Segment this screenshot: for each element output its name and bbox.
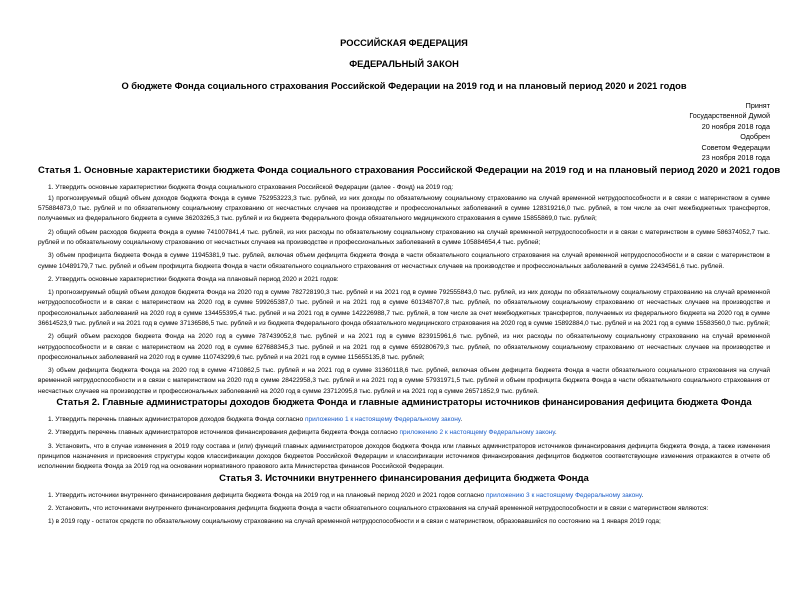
paragraph: 2) общий объем расходов бюджета Фонда в сумме 741007841,4 тыс. рублей, из них расходы по обязательному социальному страхованию на случай временной нетрудоспособности и в связи с материнством в сумме 586374052,7 тыс. рублей и по обязательному социальному страхованию от несчастных случаев на производстве и профессиональных заболеваний в сумме 105884654,4 тыс. рублей; <box>38 228 770 246</box>
paragraph-text: 1. Утвердить источники внутреннего финансирования дефицита бюджета Фонда на 2019 год и на плановый период 2020 и 2021 годов согласно <box>48 491 486 499</box>
acceptance-line: Советом Федерации <box>701 142 770 152</box>
appendix-2-link[interactable]: приложению 2 к настоящему Федеральному закону <box>399 429 555 437</box>
law-type-heading: ФЕДЕРАЛЬНЫЙ ЗАКОН <box>349 59 459 69</box>
acceptance-line: 20 ноября 2018 года <box>701 121 770 131</box>
paragraph: 1) в 2019 году - остаток средств по обязательному социальному страхованию на случай временной нетрудоспособности и в связи с материнством, образовавшийся по состоянию на 1 января 2019 года; <box>48 518 661 526</box>
article-2-title: Статья 2. Главные администраторы доходов бюджета Фонда и главные администраторы источников финансирования дефицита бюджета Фонда <box>56 397 752 409</box>
paragraph-end: . <box>554 429 557 437</box>
appendix-1-link[interactable]: приложению 1 к настоящему Федеральному закону <box>304 416 461 424</box>
paragraph: 3) объем дефицита бюджета Фонда на 2020 год в сумме 4710862,5 тыс. рублей и на 2021 год в сумме 31360118,6 тыс. рублей, включая объем дефицита бюджета Фонда в части обязательного социального страхования на случай временной нетрудоспособности и в связи с материнством на 2020 год в сумме 28422958,3 тыс. рублей и на 2021 год в сумме 57931971,5 тыс. рублей и объем профицита бюджета Фонда в части обязательного социального страхования от несчастных случаев на производстве и профессиональных заболеваний на 2020 год в сумме 23712095,8 тыс. рублей и на 2021 год в сумме 26571852,9 тыс. рублей. <box>38 367 770 395</box>
paragraph: 3. Установить, что в случае изменения в 2019 году состава и (или) функций главных администраторов доходов бюджета Фонда или главных администраторов источников финансирования дефицита бюджета Фонда, а также изменения принципов назначения и присвоения структуры кодов классификации доходов бюджетов Российской Федерации и классификации источников финансирования дефицитов бюджетов соответствующие изменения отражаются в отчете об исполнении бюджета Фонда за 2019 год на основании нормативного правового акта Министерства финансов Российской Федерации. <box>38 442 770 471</box>
article-1-title: Статья 1. Основные характеристики бюджета Фонда социального страхования Российской Федерации на 2019 год и на плановый период 2020 и 2021 годов <box>38 165 781 177</box>
acceptance-line: Принят <box>745 101 770 110</box>
paragraph-text: 1. Утвердить перечень главных администраторов доходов бюджета Фонда согласно <box>48 416 305 424</box>
paragraph: 1. Утвердить основные характеристики бюджета Фонда социального страхования Российской Федерации (далее - Фонд) на 2019 год: <box>48 184 454 192</box>
paragraph: 2) общий объем расходов бюджета Фонда на 2020 год в сумме 787439052,8 тыс. рублей и на 2021 год в сумме 823915961,6 тыс. рублей, из них расходы по обязательному социальному страхованию на случай временной нетрудоспособности и в связи с материнством на 2020 год в сумме 627688345,3 тыс. рублей и на 2021 год в сумме 659280679,3 тыс. рублей, по обязательному социальному страхованию от несчастных случаев на производстве и профессиональных заболеваний на 2020 год в сумме 110743299,6 тыс. рублей и на 2021 год в сумме 115655135,8 тыс. рублей; <box>38 333 770 361</box>
acceptance-block <box>38 101 770 163</box>
article-2 <box>38 397 770 472</box>
appendix-3-link[interactable]: приложению 3 к настоящему Федеральному закону <box>485 491 642 499</box>
paragraph-text: 2. Утвердить перечень главных администраторов источников финансирования дефицита бюджета Фонда согласно <box>48 429 400 437</box>
article-3-title: Статья 3. Источники внутреннего финансирования дефицита бюджета Фонда <box>219 472 589 484</box>
acceptance-line: 23 ноября 2018 года <box>701 153 770 163</box>
law-title: О бюджете Фонда социального страхования Российской Федерации на 2019 год и на плановый период 2020 и 2021 годов <box>121 81 687 91</box>
paragraph <box>38 415 770 425</box>
acceptance-line: Одобрен <box>740 132 770 142</box>
paragraph <box>38 428 770 438</box>
paragraph-end: . <box>460 416 463 424</box>
country-heading: РОССИЙСКАЯ ФЕДЕРАЦИЯ <box>340 38 468 48</box>
paragraph: 2. Установить, что источниками внутреннего финансирования дефицита бюджета Фонда в части обязательного социального страхования на случай временной нетрудоспособности и в связи с материнством являются: <box>48 504 709 512</box>
paragraph: 1) прогнозируемый общий объем доходов бюджета Фонда в сумме 752953223,3 тыс. рублей, из них доходы по обязательному социальному страхованию на случай временной нетрудоспособности и в связи с материнством в сумме 575884873,0 тыс. рублей и по обязательному социальному страхованию от несчастных случаев на производстве и профессиональных заболеваний в сумме 128319216,0 тыс. рублей, в том числе за счет межбюджетных трансфертов, получаемых из федерального бюджета в сумме 36203265,3 тыс. рублей и из бюджета Федерального фонда обязательного медицинского страхования в сумме 15855869,0 тыс. рублей; <box>38 194 770 223</box>
article-3 <box>38 473 770 528</box>
paragraph: 3) объем профицита бюджета Фонда в сумме 11945381,9 тыс. рублей, включая объем дефицита бюджета Фонда в части обязательного социального страхования на случай временной нетрудоспособности и в связи с материнством в сумме 10489179,7 тыс. рублей и объем профицита бюджета Фонда в части обязательного социального страхования от несчастных случаев на производстве и профессиональных заболеваний в сумме 22434561,6 тыс. рублей. <box>38 252 770 270</box>
acceptance-line: Государственной Думой <box>689 111 770 121</box>
paragraph: 2. Утвердить основные характеристики бюджета Фонда на плановый период 2020 и 2021 годов: <box>48 275 339 283</box>
article-1 <box>38 165 781 397</box>
law-document <box>0 38 807 609</box>
paragraph-end: . <box>641 491 644 499</box>
paragraph <box>38 491 770 501</box>
paragraph: 1) прогнозируемый общий объем доходов бюджета Фонда на 2020 год в сумме 782728190,3 тыс. рублей и на 2021 год в сумме 792555843,0 тыс. рублей, из них доходы по обязательному социальному страхованию на случай временной нетрудоспособности и в связи с материнством на 2020 год в сумме 599265387,0 тыс. рублей и на 2021 год в сумме 601348707,8 тыс. рублей, по обязательному социальному страхованию от несчастных случаев на производстве и профессиональных заболеваний на 2020 год в сумме 134455395,4 тыс. рублей и на 2021 год в сумме 142226988,7 тыс. рублей, в том числе за счет межбюджетных трансфертов, получаемых из федерального бюджета на 2020 год в сумме 36614523,9 тыс. рублей и на 2021 год в сумме 37136586,5 тыс. рублей и из бюджета Федерального фонда обязательного медицинского страхования на 2020 год в сумме 15892884,0 тыс. рублей и на 2021 год в сумме 15583560,0 тыс. рублей; <box>38 289 770 327</box>
